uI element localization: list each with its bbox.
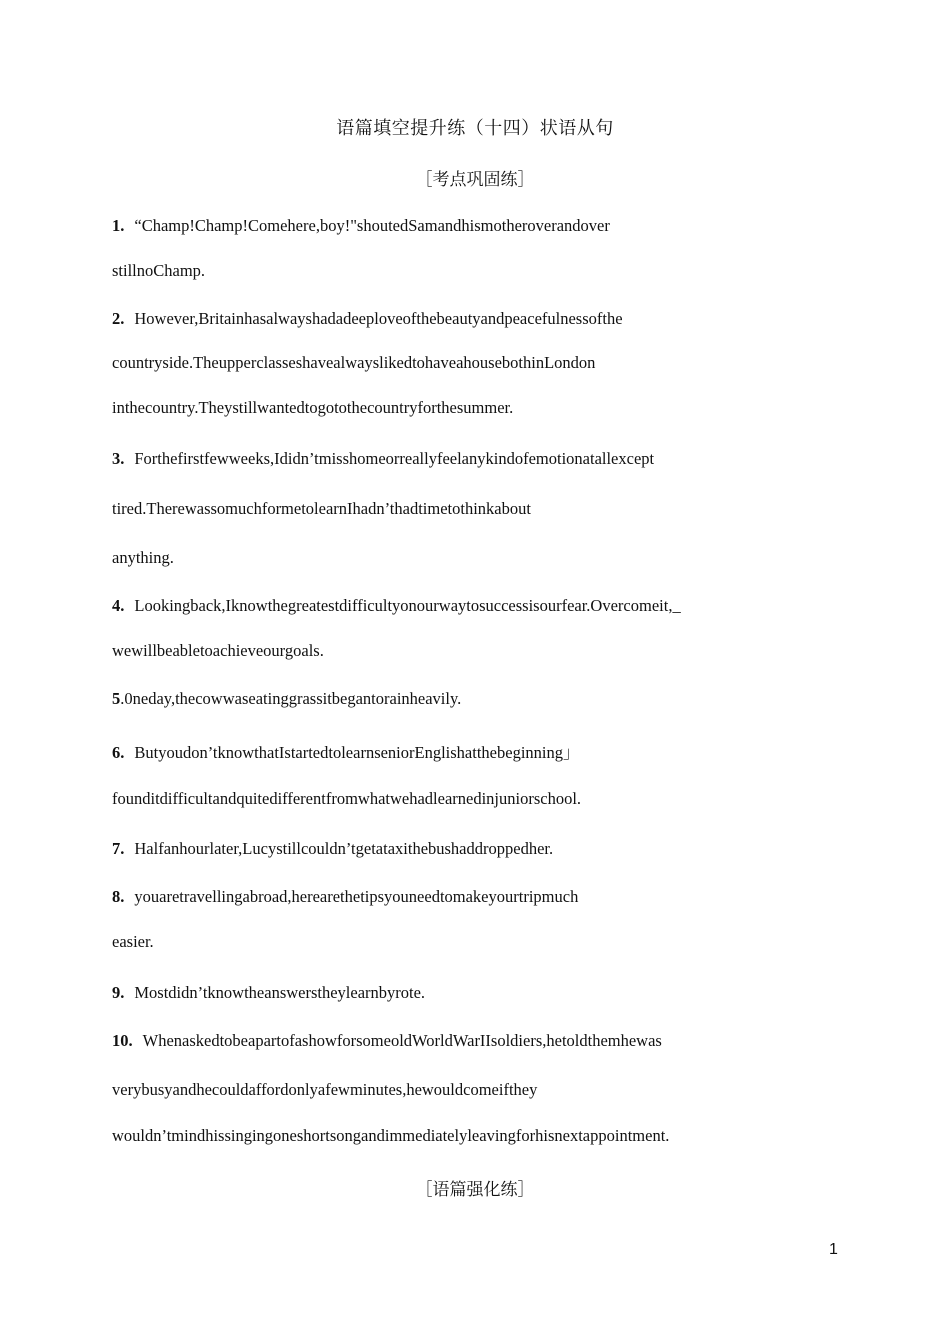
question-10-line-2: verybusyandhecouldaffordonlyafewminutes,hewouldcomeifthey [112, 1080, 538, 1099]
question-7-line-1: 7. Halfanhourlater,Lucystillcouldn’tgetataxithebushaddroppedher. [112, 839, 554, 858]
question-6-line-2: founditdifficultandquitedifferentfromwhatwehadlearnedinjuniorschool. [112, 789, 582, 808]
question-number: 8. [112, 887, 125, 906]
question-1-line-1: 1. “Champ!Champ!Comehere,boy!"shoutedSamandhismotheroverandover [112, 216, 610, 235]
question-number: 10. [112, 1031, 133, 1050]
question-number: 5 [112, 689, 121, 708]
question-2-line-3: inthecountry.Theystillwantedtogotothecountryforthesummer. [112, 398, 514, 417]
question-number: 2. [112, 309, 125, 328]
question-number: 3. [112, 449, 125, 468]
page-title: 语篇填空提升练（十四）状语从句 [336, 118, 614, 138]
question-8-line-1: 8. youaretravellingabroad,herearethetipsyouneedtomakeyourtripmuch [112, 887, 579, 906]
question-8-line-2: easier. [112, 932, 154, 951]
question-number: 4. [112, 596, 125, 615]
section-heading-passage: ［语篇强化练］ [415, 1180, 535, 1200]
section-heading-review: ［考点巩固练］ [415, 170, 535, 190]
question-4-line-2: wewillbeabletoachieveourgoals. [112, 641, 324, 660]
question-9-line-1: 9. Mostdidn’tknowtheanswerstheylearnbyrote. [112, 983, 426, 1002]
question-4-line-1: 4. Lookingback,Iknowthegreatestdifficultyonourwaytosuccessisourfear.Overcomeit,_ [112, 596, 681, 615]
question-10-line-1: 10. WhenaskedtobeapartofashowforsomeoldWorldWarIIsoldiers,hetoldthemhewas [112, 1031, 662, 1050]
question-3-line-2: tired.TherewassomuchformetolearnIhadn’thadtimetothinkabout [112, 499, 531, 518]
question-3-line-3: anything. [112, 548, 174, 567]
question-number: 7. [112, 839, 125, 858]
question-2-line-2: countryside.TheupperclasseshavealwayslikedtohaveahousebothinLondon [112, 353, 596, 372]
page-number: 1 [829, 1241, 838, 1258]
question-5-line-1: 5.0neday,thecowwaseatinggrassitbegantorainheavily. [112, 689, 462, 708]
question-number: 1. [112, 216, 125, 235]
question-number: 6. [112, 743, 125, 762]
question-number: 9. [112, 983, 125, 1002]
question-2-line-1: 2. However,Britainhasalwayshadadeeploveofthebeautyandpeacefulnessofthe [112, 309, 623, 328]
question-3-line-1: 3. Forthefirstfewweeks,Ididn’tmisshomeorreallyfeelanykindofemotionatallexcept [112, 449, 655, 468]
question-6-line-1: 6. Butyoudon’tknowthatIstartedtolearnseniorEnglishatthebeginning」 [112, 743, 580, 762]
question-1-line-2: stillnoChamp. [112, 261, 206, 280]
question-10-line-3: wouldn’tmindhissingingoneshortsongandimmediatelyleavingforhisnextappointment. [112, 1126, 670, 1145]
